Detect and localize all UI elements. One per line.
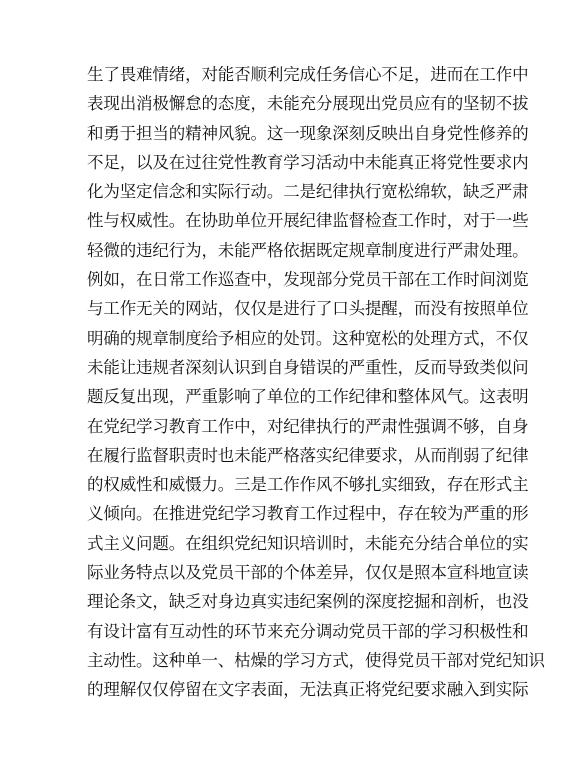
text-line: 明确的规章制度给予相应的处罚。这种宽松的处理方式，不仅: [87, 328, 529, 348]
text-line: 不足，以及在过往党性教育学习活动中未能真正将党性要求内: [87, 152, 529, 172]
text-line: 例如，在日常工作巡查中，发现部分党员干部在工作时间浏览: [87, 270, 529, 290]
text-line: 际业务特点以及党员干部的个体差异，仅仅是照本宣科地宣读: [87, 563, 529, 583]
text-line: 性与权威性。在协助单位开展纪律监督检查工作时，对于一些: [87, 211, 529, 231]
text-line: 式主义问题。在组织党纪知识培训时，未能充分结合单位的实: [87, 533, 529, 553]
text-line: 化为坚定信念和实际行动。二是纪律执行宽松绵软，缺乏严肃: [87, 182, 529, 202]
text-line: 生了畏难情绪，对能否顺利完成任务信心不足，进而在工作中: [87, 65, 529, 84]
text-line: 轻微的违纪行为，未能严格依据既定规章制度进行严肃处理。: [87, 240, 529, 260]
text-line: 的理解仅仅停留在文字表面，无法真正将党纪要求融入到实际: [87, 680, 529, 700]
body-paragraph: [87, 60, 545, 705]
text-line: 有设计富有互动性的环节来充分调动党员干部的学习积极性和: [87, 621, 529, 641]
text-line: 在党纪学习教育工作中，对纪律执行的严肃性强调不够，自身: [87, 416, 529, 436]
text-line: 题反复出现，严重影响了单位的工作纪律和整体风气。这表明: [87, 387, 529, 407]
text-line: 在履行监督职责时也未能严格落实纪律要求，从而削弱了纪律: [87, 445, 529, 465]
text-line: 主动性。这种单一、枯燥的学习方式，使得党员干部对党纪知识: [87, 650, 545, 670]
text-line: 义倾向。在推进党纪学习教育工作过程中，存在较为严重的形: [87, 504, 529, 524]
text-line: 与工作无关的网站，仅仅是进行了口头提醒，而没有按照单位: [87, 299, 529, 319]
text-line: 的权威性和威慑力。三是工作作风不够扎实细致，存在形式主: [87, 475, 529, 495]
text-line: 理论条文，缺乏对身边真实违纪案例的深度挖掘和剖析，也没: [87, 592, 529, 612]
text-line: 表现出消极懈怠的态度，未能充分展现出党员应有的坚韧不拔: [87, 94, 529, 114]
text-line: 未能让违规者深刻认识到自身错误的严重性，反而导致类似问: [87, 357, 529, 377]
text-line: 和勇于担当的精神风貌。这一现象深刻反映出自身党性修养的: [87, 123, 529, 143]
